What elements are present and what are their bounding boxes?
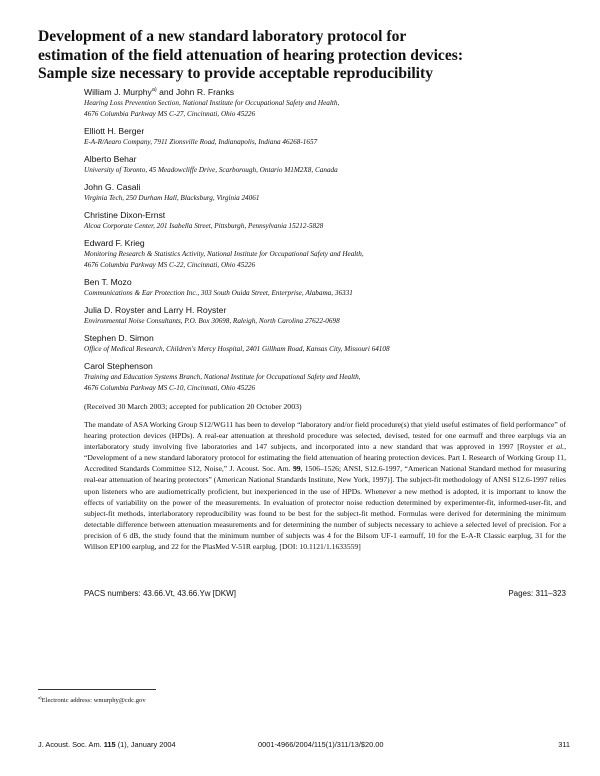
author-name (84, 84, 584, 98)
author-name: Elliott H. Berger (84, 125, 145, 136)
page-range: Pages: 311–323 (508, 589, 566, 598)
author-block (84, 181, 584, 204)
author-list (84, 84, 584, 399)
footnote-marker: a) (151, 87, 157, 93)
footnote-marker: a) (38, 695, 42, 700)
journal-name: J. Acoust. Soc. Am. (38, 740, 104, 749)
journal-issue: (1), January 2004 (115, 740, 176, 749)
abstract (84, 419, 566, 552)
affiliation: 4676 Columbia Parkway MS C-27, Cincinnati, Ohio 45226 (84, 109, 256, 118)
author-block (84, 237, 584, 271)
pacs-line (84, 589, 566, 598)
affiliation: Office of Medical Research, Children's Mercy Hospital, 2401 Gillham Road, Kansas City, Missouri 64108 (84, 344, 390, 353)
abstract-segment: The mandate of ASA Working Group S12/WG11 has been to develop “laboratory and/or field procedure(s) that yield useful estimates of field performance” of hearing protection devices (HPDs). A real-ear attenuation at threshold procedure was selected, devised, tested for one earmuff and three earplugs via an interlaboratory study involving five laboratories and 147 subjects, and incorporated into a new standard that was approved in 1997 [Royster (84, 420, 566, 452)
journal-citation (38, 740, 176, 749)
author-block (84, 332, 584, 355)
author-name: Alberto Behar (84, 153, 137, 164)
paper-title (38, 28, 578, 84)
author-block (84, 276, 584, 299)
author-block (84, 153, 584, 176)
title-line: estimation of the field attenuation of hearing protection devices: (38, 46, 464, 64)
affiliation: Monitoring Research & Statistics Activity, National Institute for Occupational Safety and Health, (84, 249, 364, 258)
author-name: Julia D. Royster and Larry H. Royster (84, 304, 227, 315)
affiliation: 4676 Columbia Parkway MS C-10, Cincinnati, Ohio 45226 (84, 383, 256, 392)
email-footnote: Electronic address: wmurphy@cdc.gov (41, 697, 146, 705)
pacs-numbers: PACS numbers: 43.66.Vt, 43.66.Yw [DKW] (84, 589, 236, 598)
affiliation: Communications & Ear Protection Inc., 303 South Ouida Street, Enterprise, Alabama, 36331 (84, 288, 353, 297)
footnote (38, 695, 146, 704)
title-line: Development of a new standard laboratory protocol for (38, 28, 407, 45)
abstract-segment: , “Development of a new standard laboratory protocol for estimating the field attenuation of hearing protection devices. Part I. Research of Working Group 11, Accredited Standards Committee S12, Noise,” J. Acoust. Soc. Am. (84, 442, 566, 474)
author-name: Edward F. Krieg (84, 237, 145, 248)
author-block (84, 84, 584, 120)
author-name: Carol Stephenson (84, 360, 153, 371)
affiliation: University of Toronto, 45 Meadowcliffe Drive, Scarborough, Ontario M1M2X8, Canada (84, 165, 338, 174)
author-name: Ben T. Mozo (84, 276, 132, 287)
author-block (84, 125, 584, 148)
footnote-divider (38, 689, 156, 690)
author-name-text: William J. Murphy (84, 86, 152, 97)
abstract-text (84, 419, 566, 552)
affiliation: 4676 Columbia Parkway MS C-22, Cincinnati, Ohio 45226 (84, 260, 256, 269)
author-name: Stephen D. Simon (84, 332, 154, 343)
author-block (84, 360, 584, 394)
affiliation: Virginia Tech, 250 Durham Hall, Blacksburg, Virginia 24061 (84, 193, 260, 202)
affiliation: E-A-R/Aearo Company, 7911 Zionsville Road, Indianapolis, Indiana 46268-1657 (84, 137, 318, 146)
affiliation: Training and Education Systems Branch, National Institute for Occupational Safety and Health, (84, 372, 361, 381)
abstract-italic: et al. (547, 442, 565, 452)
author-block (84, 304, 584, 327)
author-name: Christine Dixon-Ernst (84, 209, 166, 220)
author-name-text: and John R. Franks (156, 86, 235, 97)
affiliation: Alcoa Corporate Center, 201 Isabella Street, Pittsburgh, Pennsylvania 15212-5828 (84, 221, 324, 230)
received-dates: (Received 30 March 2003; accepted for publication 20 October 2003) (84, 402, 302, 411)
copyright-code: 0001-4966/2004/115(1)/311/13/$20.00 (258, 740, 384, 749)
title-line: Sample size necessary to provide acceptable reproducibility (38, 65, 434, 82)
abstract-volume: 99 (292, 464, 301, 474)
abstract-segment: , 1506–1526; ANSI, S12.6-1997, “American National Standard method for measuring real-ear attenuation of hearing protectors” (American National Standards Institute, New York, 1997)]. The subject-fit methodology of ANSI S12.6-1997 relies upon listeners who are audiometrically proficient, but inexperienced in the use of HPDs. Whenever a new method is adopted, it is important to know the effects of variability on the power of the measurements. In evaluation of protector noise reduction determined by experimenter-fit, informed-user-fit, and subject-fit methods, interlaboratory reproducibility was found to be best for the subject-fit method. Formulas were derived for determining the minimum detectable difference between attenuation measurements and for determining the number of subjects necessary to achieve a selected level of precision. For a precision of 6 dB, the study found that the minimum number of subjects was 4 for the Bilsom UF-1 earmuff, 10 for the E-A-R Classic earplug, 31 for the Willson EP100 earplug, and 22 for the PlasMed V-51R earplug. [DOI: 10.1121/1.1633559] (84, 464, 567, 552)
page-number: 311 (558, 740, 570, 749)
affiliation: Environmental Noise Consultants, P.O. Box 30698, Raleigh, North Carolina 27622-0698 (84, 316, 340, 325)
affiliation: Hearing Loss Prevention Section, National Institute for Occupational Safety and Health, (84, 98, 340, 107)
author-block (84, 209, 584, 232)
author-name: John G. Casali (84, 181, 141, 192)
journal-volume: 115 (103, 740, 116, 749)
